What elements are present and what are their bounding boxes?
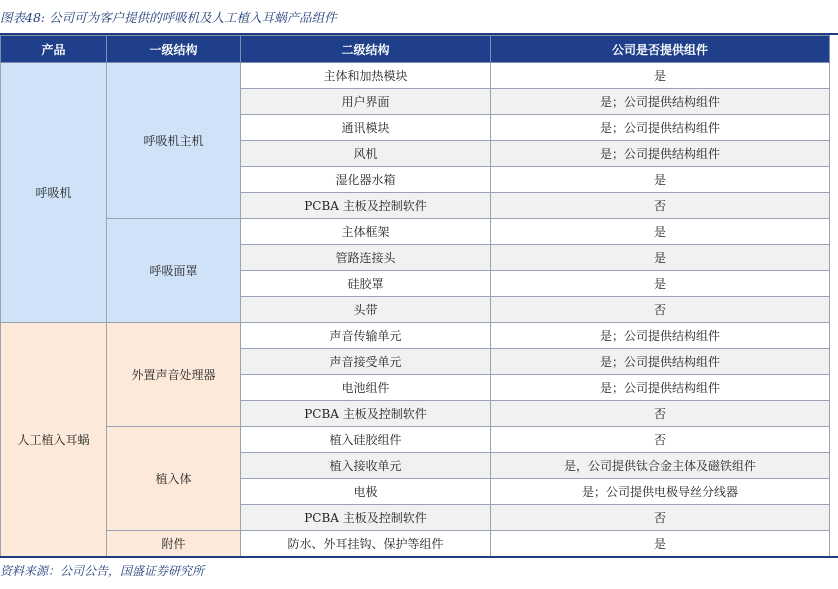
level2-cell: PCBA 主板及控制软件 bbox=[241, 505, 491, 531]
answer-cell: 是；公司提供结构组件 bbox=[491, 115, 830, 141]
level2-cell: 用户界面 bbox=[241, 89, 491, 115]
table-header-row bbox=[1, 36, 830, 63]
answer-cell: 否 bbox=[491, 401, 830, 427]
product-ventilator: 呼吸机 bbox=[1, 63, 107, 323]
answer-cell: 否 bbox=[491, 427, 830, 453]
level1-accessory: 附件 bbox=[107, 531, 241, 557]
answer-cell: 是；公司提供结构组件 bbox=[491, 349, 830, 375]
answer-cell: 否 bbox=[491, 297, 830, 323]
level2-cell: 声音接受单元 bbox=[241, 349, 491, 375]
level2-cell: PCBA 主板及控制软件 bbox=[241, 193, 491, 219]
level2-cell: 头带 bbox=[241, 297, 491, 323]
table-row bbox=[1, 219, 830, 245]
level2-cell: 管路连接头 bbox=[241, 245, 491, 271]
level2-cell: 声音传输单元 bbox=[241, 323, 491, 349]
level2-cell: 主体和加热模块 bbox=[241, 63, 491, 89]
level2-cell: 主体框架 bbox=[241, 219, 491, 245]
level2-cell: PCBA 主板及控制软件 bbox=[241, 401, 491, 427]
answer-cell: 是 bbox=[491, 167, 830, 193]
level2-cell: 通讯模块 bbox=[241, 115, 491, 141]
answer-cell: 是 bbox=[491, 245, 830, 271]
table-row bbox=[1, 323, 830, 349]
bottom-rule bbox=[0, 556, 838, 558]
level1-implant: 植入体 bbox=[107, 427, 241, 531]
answer-cell: 是 bbox=[491, 531, 830, 557]
header-product: 产品 bbox=[1, 36, 107, 63]
component-table bbox=[0, 35, 830, 557]
level1-mask: 呼吸面罩 bbox=[107, 219, 241, 323]
level2-cell: 电极 bbox=[241, 479, 491, 505]
answer-cell: 是 bbox=[491, 219, 830, 245]
answer-cell: 否 bbox=[491, 505, 830, 531]
answer-cell: 是，公司提供钛合金主体及磁铁组件 bbox=[491, 453, 830, 479]
level2-cell: 植入硅胶组件 bbox=[241, 427, 491, 453]
answer-cell: 是；公司提供结构组件 bbox=[491, 375, 830, 401]
header-level2: 二级结构 bbox=[241, 36, 491, 63]
level2-cell: 湿化器水箱 bbox=[241, 167, 491, 193]
level2-cell: 防水、外耳挂钩、保护等组件 bbox=[241, 531, 491, 557]
table-row bbox=[1, 427, 830, 453]
level2-cell: 硅胶罩 bbox=[241, 271, 491, 297]
figure-caption: 图表48: 公司可为客户提供的呼吸机及人工植入耳蜗产品组件 bbox=[0, 10, 337, 25]
header-provided: 公司是否提供组件 bbox=[491, 36, 830, 63]
answer-cell: 是；公司提供结构组件 bbox=[491, 141, 830, 167]
table-row bbox=[1, 63, 830, 89]
answer-cell: 是 bbox=[491, 63, 830, 89]
source-note: 资料来源：公司公告，国盛证券研究所 bbox=[0, 564, 205, 578]
answer-cell: 否 bbox=[491, 193, 830, 219]
answer-cell: 是；公司提供电极导丝分线器 bbox=[491, 479, 830, 505]
header-level1: 一级结构 bbox=[107, 36, 241, 63]
level2-cell: 电池组件 bbox=[241, 375, 491, 401]
level2-cell: 植入接收单元 bbox=[241, 453, 491, 479]
product-cochlear: 人工植入耳蜗 bbox=[1, 323, 107, 557]
level1-ventilator-host: 呼吸机主机 bbox=[107, 63, 241, 219]
answer-cell: 是 bbox=[491, 271, 830, 297]
level2-cell: 风机 bbox=[241, 141, 491, 167]
table-row bbox=[1, 531, 830, 557]
answer-cell: 是；公司提供结构组件 bbox=[491, 89, 830, 115]
answer-cell: 是；公司提供结构组件 bbox=[491, 323, 830, 349]
level1-external-processor: 外置声音处理器 bbox=[107, 323, 241, 427]
